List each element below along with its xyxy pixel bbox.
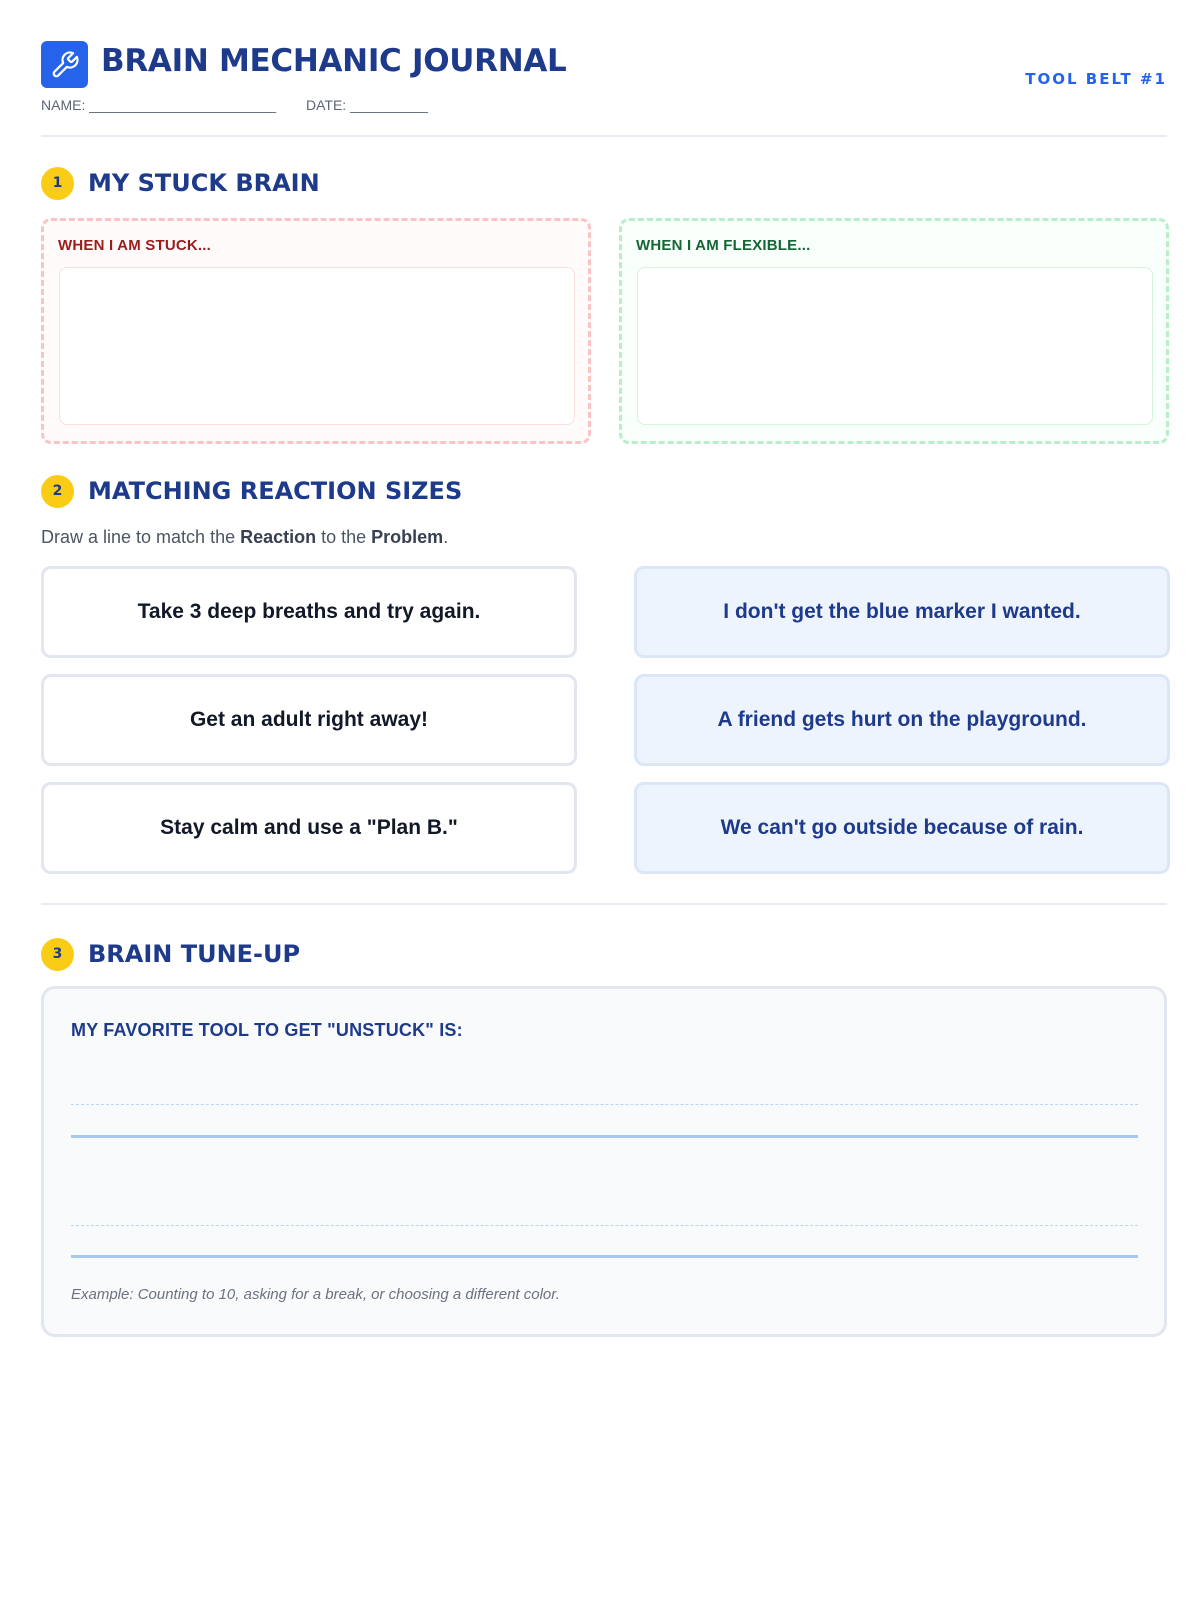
instruction-reaction-word: Reaction <box>240 527 317 547</box>
flexible-writing-box[interactable] <box>637 267 1153 425</box>
name-date-line <box>41 97 454 113</box>
problem-card[interactable]: A friend gets hurt on the playground. <box>634 674 1170 766</box>
reaction-card[interactable]: Take 3 deep breaths and try again. <box>41 566 577 658</box>
favorite-tool-prompt: MY FAVORITE TOOL TO GET "UNSTUCK" IS: <box>71 1020 463 1040</box>
section-number-badge: 3 <box>41 938 74 971</box>
section-2-heading <box>41 474 462 508</box>
date-field[interactable]: DATE: __________ <box>306 97 428 113</box>
writing-guide-line <box>71 1104 1138 1105</box>
section-divider <box>41 903 1167 905</box>
writing-line[interactable] <box>71 1255 1138 1258</box>
instruction-text: Draw a line to match the <box>41 527 241 547</box>
header <box>41 41 1167 137</box>
stuck-card <box>41 218 591 444</box>
example-text: Example: Counting to 10, asking for a break, or choosing a different color. <box>71 1286 560 1303</box>
flexible-card <box>619 218 1169 444</box>
page-title: BRAIN MECHANIC JOURNAL <box>101 43 567 79</box>
tool-belt-badge: TOOL BELT #1 <box>1025 70 1167 88</box>
reaction-card[interactable]: Get an adult right away! <box>41 674 577 766</box>
section-title: MATCHING REACTION SIZES <box>88 477 463 505</box>
section-number-badge: 2 <box>41 475 74 508</box>
brain-tune-up-box <box>41 986 1167 1337</box>
reaction-card[interactable]: Stay calm and use a "Plan B." <box>41 782 577 874</box>
writing-line[interactable] <box>71 1135 1138 1138</box>
stuck-label: WHEN I AM STUCK... <box>58 237 212 254</box>
section-1-heading <box>41 166 320 200</box>
flexible-label: WHEN I AM FLEXIBLE... <box>636 237 811 254</box>
matching-instruction <box>41 527 448 548</box>
stuck-writing-box[interactable] <box>59 267 575 425</box>
section-3-heading <box>41 937 300 971</box>
section-number-badge: 1 <box>41 167 74 200</box>
instruction-text: . <box>443 527 449 547</box>
problem-card[interactable]: I don't get the blue marker I wanted. <box>634 566 1170 658</box>
section-title: MY STUCK BRAIN <box>88 169 320 197</box>
section-title: BRAIN TUNE-UP <box>88 940 301 968</box>
problem-card[interactable]: We can't go outside because of rain. <box>634 782 1170 874</box>
name-field[interactable]: NAME: ________________________ <box>41 97 277 113</box>
wrench-icon <box>41 41 88 88</box>
writing-guide-line <box>71 1225 1138 1226</box>
instruction-text: to the <box>316 527 372 547</box>
instruction-problem-word: Problem <box>371 527 444 547</box>
